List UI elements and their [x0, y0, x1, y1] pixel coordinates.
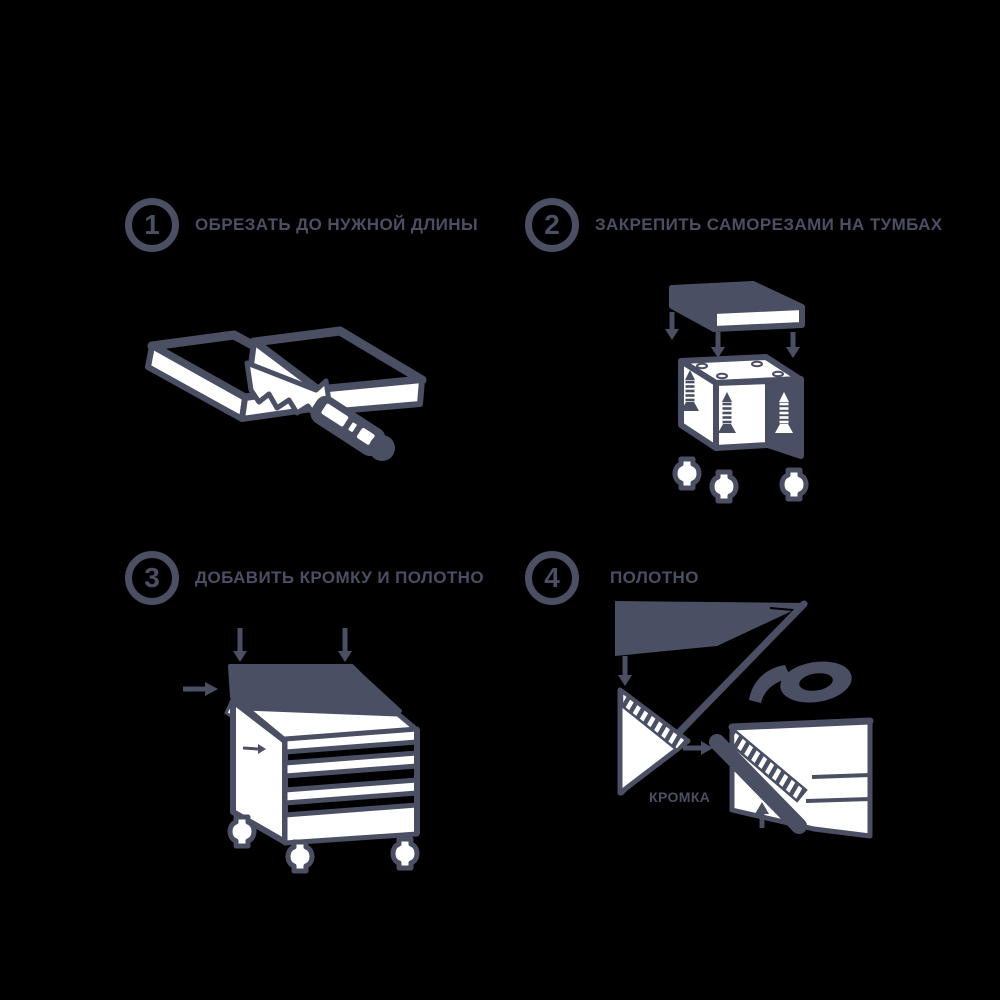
board-corner-with-edge: [717, 721, 870, 836]
step-4-number: 4: [544, 562, 560, 593]
step-4-illustration-edge-banding: [545, 592, 955, 884]
countertop-slab: [672, 284, 802, 329]
down-arrow-icon: [618, 656, 632, 686]
edge-label-kromka: КРОМКА: [649, 789, 711, 805]
base-cabinet: [681, 357, 801, 456]
panel-label-polotno: ПОЛОТНО: [610, 568, 699, 587]
step-1-badge: [125, 198, 179, 252]
step-1-title: ОБРЕЗАТЬ ДО НУЖНОЙ ДЛИНЫ: [195, 215, 479, 234]
step-2-badge: [525, 198, 579, 252]
cabinet-foot: [675, 459, 806, 501]
right-arrow-icon: [183, 682, 218, 696]
step-1-number: 1: [144, 209, 160, 240]
step-1-illustration-cutting: [120, 310, 490, 480]
step-2-title: ЗАКРЕПИТЬ САМОРЕЗАМИ НА ТУМБАХ: [595, 215, 943, 234]
step-2-illustration-screwing: [630, 265, 890, 505]
down-arrow-icon: [233, 628, 352, 662]
step-3-badge: [125, 551, 179, 605]
step-3-number: 3: [144, 562, 160, 593]
edge-tape-roll-icon: [749, 657, 855, 708]
step-3-illustration-panel-install: [170, 612, 480, 890]
shelf-cabinet: [233, 701, 417, 843]
panel-cross-section-triangle: [620, 690, 688, 793]
step-3-title: ДОБАВИТЬ КРОМКУ И ПОЛОТНО: [195, 568, 484, 587]
step-2-number: 2: [544, 209, 560, 240]
